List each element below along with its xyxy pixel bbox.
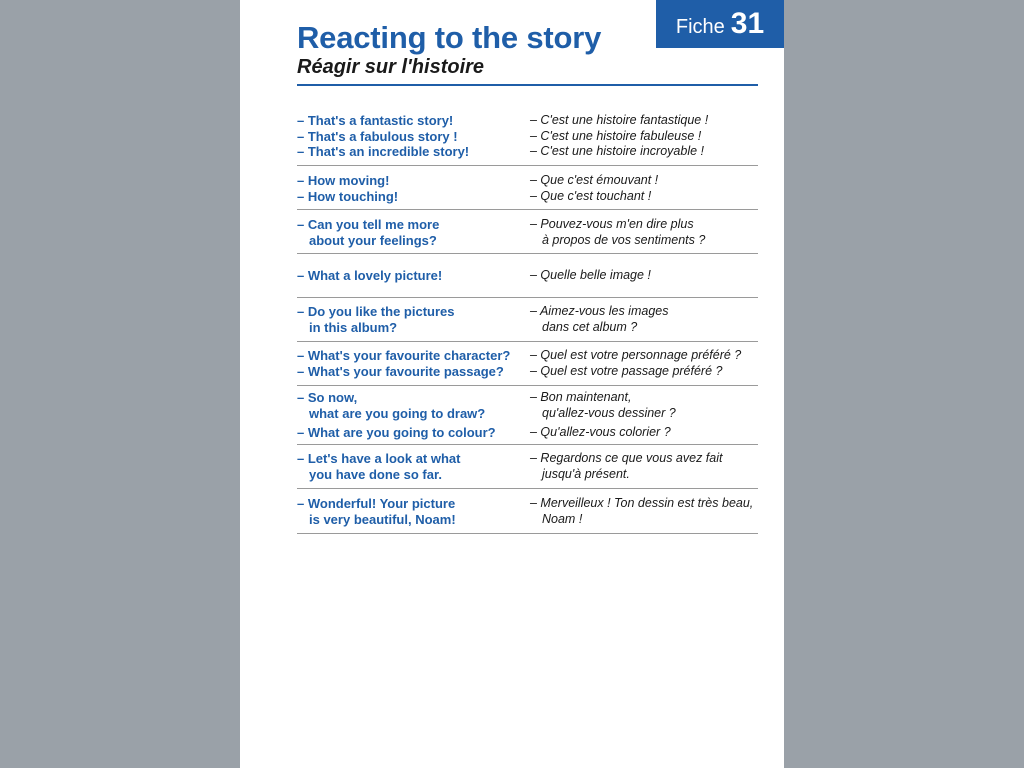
english-phrases	[297, 348, 530, 385]
english-line: – That's a fantastic story!	[297, 113, 454, 128]
french-phrases	[530, 451, 758, 488]
english-line: – What a lovely picture!	[297, 268, 443, 283]
english-line: – How touching!	[297, 188, 399, 204]
english-line: – What are you going to colour?	[297, 425, 496, 441]
english-line: in this album?	[309, 319, 398, 335]
english-line: you have done so far.	[309, 466, 442, 482]
english-line: about your feelings?	[309, 232, 437, 248]
english-phrases	[297, 496, 530, 533]
phrase-row	[297, 298, 758, 342]
english-line: – That's an incredible story!	[297, 144, 470, 160]
page-title: Reacting to the story	[297, 20, 602, 55]
phrase-row	[297, 166, 758, 210]
french-line: – Regardons ce que vous avez fait	[530, 451, 723, 465]
english-phrases	[297, 113, 530, 165]
french-line: – C'est une histoire fantastique !	[530, 113, 709, 127]
french-phrases	[530, 113, 758, 165]
fiche-badge	[656, 0, 784, 48]
french-phrases	[530, 268, 758, 297]
french-line: qu'allez-vous dessiner ?	[542, 405, 676, 420]
phrase-row	[297, 489, 758, 534]
english-line: – How moving!	[297, 173, 390, 188]
fiche-label: Fiche	[675, 15, 725, 38]
title-divider	[297, 84, 758, 86]
english-line: is very beautiful, Noam!	[309, 511, 456, 527]
french-line: – C'est une histoire incroyable !	[530, 144, 705, 159]
french-line: – Quelle belle image !	[530, 268, 651, 282]
french-line: dans cet album ?	[542, 319, 638, 334]
english-phrases	[297, 217, 530, 253]
french-phrases	[530, 390, 758, 444]
french-line: – Pouvez-vous m'en dire plus	[530, 217, 694, 231]
phrase-row	[297, 386, 758, 445]
phrase-row	[297, 112, 758, 166]
fiche-number: 31	[730, 7, 765, 40]
french-phrases	[530, 496, 758, 533]
french-line: – Que c'est émouvant !	[530, 173, 659, 187]
french-line: jusqu'à présent.	[542, 466, 630, 481]
french-line: – Aimez-vous les images	[530, 304, 669, 318]
english-phrases	[297, 451, 530, 488]
english-line: – So now,	[297, 390, 358, 405]
french-phrases	[530, 348, 758, 385]
english-phrases	[297, 268, 530, 297]
english-line: – Can you tell me more	[297, 217, 440, 232]
french-line: – Merveilleux ! Ton dessin est très beau,	[530, 496, 754, 510]
french-phrases	[530, 173, 758, 209]
english-line: – Wonderful! Your picture	[297, 496, 456, 511]
english-line: – What's your favourite character?	[297, 348, 511, 363]
document-page	[240, 0, 784, 768]
french-line: à propos de vos sentiments ?	[542, 232, 706, 247]
french-line: Noam !	[542, 511, 583, 526]
phrase-table	[297, 112, 758, 534]
french-line: – C'est une histoire fabuleuse !	[530, 128, 702, 143]
english-phrases	[297, 390, 530, 444]
french-phrases	[530, 217, 758, 253]
english-line: – What's your favourite passage?	[297, 363, 504, 379]
english-line: – That's a fabulous story !	[297, 128, 458, 144]
french-line: – Qu'allez-vous colorier ?	[530, 425, 671, 440]
english-line: – Let's have a look at what	[297, 451, 461, 466]
english-phrases	[297, 304, 530, 341]
phrase-row	[297, 342, 758, 386]
french-line: – Bon maintenant,	[530, 390, 632, 404]
french-line: – Que c'est touchant !	[530, 188, 652, 203]
french-phrases	[530, 304, 758, 341]
phrase-row	[297, 210, 758, 254]
english-line: what are you going to draw?	[309, 405, 486, 421]
phrase-row	[297, 254, 758, 298]
french-line: – Quel est votre passage préféré ?	[530, 363, 723, 378]
phrase-row	[297, 445, 758, 489]
english-line: – Do you like the pictures	[297, 304, 455, 319]
french-line: – Quel est votre personnage préféré ?	[530, 348, 742, 362]
english-phrases	[297, 173, 530, 209]
page-subtitle: Réagir sur l'histoire	[297, 56, 485, 78]
